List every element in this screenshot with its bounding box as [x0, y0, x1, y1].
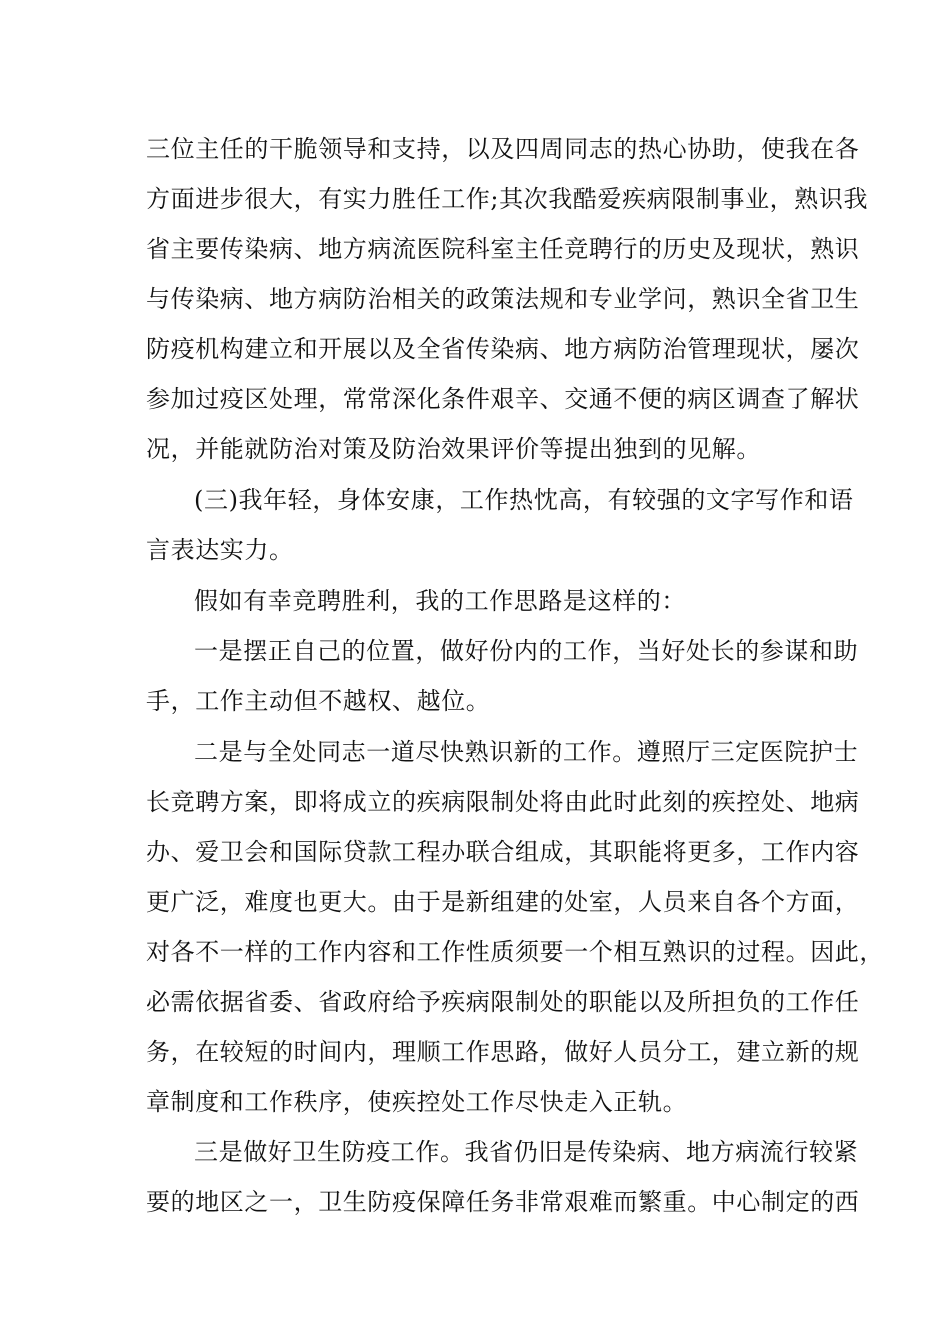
text-line: 言表达实力。 — [146, 536, 294, 564]
text-line: 要的地区之一，卫生防疫保障任务非常艰难而繁重。中心制定的西 — [146, 1188, 860, 1216]
text-line: 长竞聘方案，即将成立的疾病限制处将由此时此刻的疾控处、地病 — [146, 788, 860, 816]
text-line: 对各不一样的工作内容和工作性质须要一个相互熟识的过程。因此， — [146, 938, 884, 966]
text-line: 手，工作主动但不越权、越位。 — [146, 687, 491, 715]
paragraph-first-line: 一是摆正自己的位置，做好份内的工作，当好处长的参谋和助 — [194, 637, 859, 665]
text-line: 更广泛，难度也更大。由于是新组建的处室，人员来自各个方面， — [146, 888, 860, 916]
text-line: 与传染病、地方病防治相关的政策法规和专业学问，熟识全省卫生 — [146, 285, 860, 313]
paragraph-first-line: 假如有幸竞聘胜利，我的工作思路是这样的： — [194, 587, 686, 615]
text-line: 必需依据省委、省政府给予疾病限制处的职能以及所担负的工作任 — [146, 988, 860, 1016]
paragraph-first-line: 二是与全处同志一道尽快熟识新的工作。遵照厅三定医院护士 — [194, 738, 859, 766]
text-line: 参加过疫区处理，常常深化条件艰辛、交通不便的病区调查了解状 — [146, 385, 860, 413]
text-line: 况，并能就防治对策及防治效果评价等提出独到的见解。 — [146, 435, 761, 463]
text-line: 省主要传染病、地方病流医院科室主任竞聘行的历史及现状，熟识 — [146, 235, 860, 263]
text-line: 方面进步很大，有实力胜任工作;其次我酷爱疾病限制事业，熟识我 — [146, 185, 869, 213]
text-line: 务，在较短的时间内，理顺工作思路，做好人员分工，建立新的规 — [146, 1038, 860, 1066]
text-line: 章制度和工作秩序，使疾控处工作尽快走入正轨。 — [146, 1088, 688, 1116]
text-line: 办、爱卫会和国际贷款工程办联合组成，其职能将更多，工作内容 — [146, 838, 860, 866]
paragraph-first-line: 三是做好卫生防疫工作。我省仍旧是传染病、地方病流行较紧 — [194, 1138, 859, 1166]
text-line: 防疫机构建立和开展以及全省传染病、地方病防治管理现状，屡次 — [146, 335, 860, 363]
paragraph-first-line: (三)我年轻，身体安康，工作热忱高，有较强的文字写作和语 — [194, 486, 854, 514]
text-line: 三位主任的干脆领导和支持，以及四周同志的热心协助，使我在各 — [146, 135, 860, 163]
